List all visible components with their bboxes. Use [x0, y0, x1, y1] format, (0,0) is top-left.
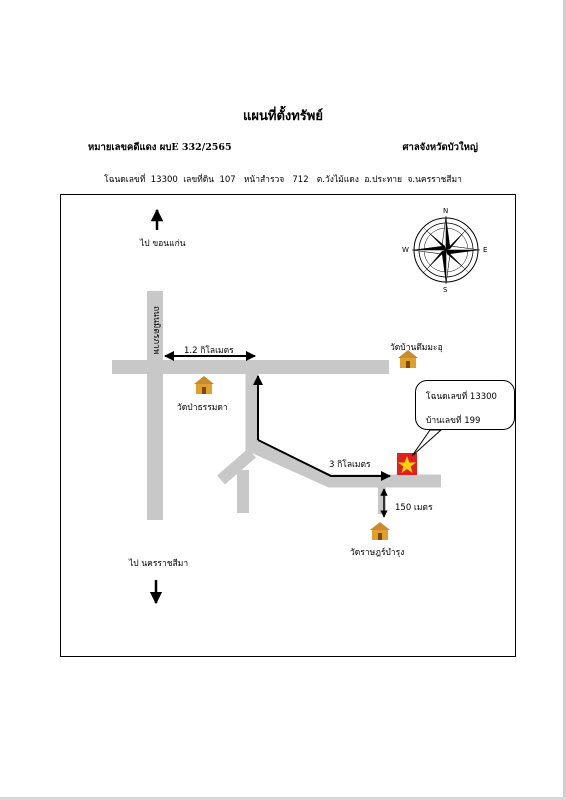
property-callout — [415, 380, 515, 430]
survey-label: หน้าสำรวจ — [243, 175, 285, 185]
document-title: แผนที่ตั้งทรัพย์ — [243, 109, 323, 124]
temple-lane — [378, 486, 386, 514]
district: อ.ประทาย — [364, 175, 403, 185]
to-north-label: ไป ขอนแก่น — [140, 239, 186, 249]
deed-number: 13300 — [150, 175, 178, 185]
province: จ.นครราชสีมา — [407, 175, 462, 185]
compass-s: S — [443, 286, 448, 294]
compass-n: N — [443, 207, 449, 215]
property-marker — [397, 453, 417, 475]
callout-pointer — [412, 430, 441, 456]
main-cross-road — [112, 360, 389, 374]
compass-rose — [412, 216, 480, 284]
compass-e: E — [483, 246, 488, 254]
callout-deed: โฉนดเลขที่ 13300 — [426, 392, 497, 402]
distance-2-label: 3 กิโลเมตร — [329, 460, 371, 470]
road-name-label: ถนนมิตรภาพ — [151, 306, 161, 355]
land-label: เลขที่ดิน — [183, 175, 215, 185]
landmark-1-label: วัดบ้านตึมมะอุ — [390, 343, 443, 353]
to-south-label: ไป นครราชสีมา — [129, 559, 189, 569]
temple-icon-3 — [370, 522, 390, 540]
land-number: 107 — [219, 175, 236, 185]
court-name: ศาลจังหวัดบัวใหญ่ — [402, 142, 478, 153]
distance-3-label: 150 เมตร — [395, 503, 433, 513]
temple-icon-2 — [194, 376, 214, 394]
deed-label: โฉนดเลขที่ — [104, 175, 146, 185]
compass-w: W — [402, 246, 409, 254]
distance-1-label: 1.2 กิโลเมตร — [184, 346, 234, 356]
subdistrict: ต.วังไม้แดง — [316, 175, 359, 185]
landmark-2-label: วัดป่าธรรมดา — [177, 403, 228, 413]
callout-house: บ้านเลขที่ 199 — [426, 416, 481, 426]
case-number: หมายเลขคดีแดง ผบE 332/2565 — [88, 142, 232, 153]
landmark-3-label: วัดราษฎร์บำรุง — [350, 548, 405, 558]
survey-number: 712 — [292, 175, 309, 185]
